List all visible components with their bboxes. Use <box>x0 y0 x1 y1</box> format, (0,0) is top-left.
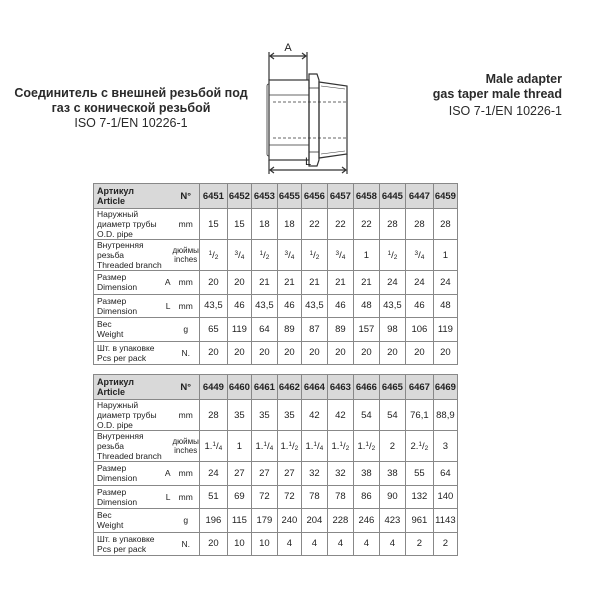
thread-numerator: 1 <box>212 440 217 448</box>
od-cell: 18 <box>251 209 277 240</box>
dimension-a-cell: 21 <box>251 271 277 295</box>
pcs-row <box>94 341 458 365</box>
dimension-a-cell: 24 <box>405 271 433 295</box>
thread-cell <box>301 240 327 271</box>
thread-cell <box>327 240 353 271</box>
title-english <box>362 72 562 119</box>
dimension-a-label <box>94 271 173 295</box>
thread-whole: 1. <box>255 440 264 452</box>
thread-slash: / <box>313 249 316 261</box>
thread-denominator: 4 <box>240 253 245 261</box>
thread-cell <box>353 431 379 462</box>
thread-denominator: 4 <box>420 253 425 261</box>
number-label: N° <box>173 184 200 209</box>
title-ru-standard: ISO 7-1/EN 10226-1 <box>74 116 188 130</box>
thread-numerator: 3 <box>234 249 239 257</box>
article-cell: 6453 <box>251 184 277 209</box>
thread-cell <box>277 431 301 462</box>
thread-slash: / <box>263 249 266 261</box>
dimension-l-cell: 46 <box>227 294 251 318</box>
od-label-ru: Наружный диаметр трубы <box>97 400 157 420</box>
dimension-l-cell: 140 <box>433 485 457 509</box>
weight-cell: 157 <box>353 318 379 342</box>
thread-slash: / <box>212 249 215 261</box>
dimension-a-cell: 38 <box>379 462 405 486</box>
unit-cell: mm <box>173 485 200 509</box>
thread-cell <box>251 431 277 462</box>
weight-cell: 65 <box>199 318 227 342</box>
spec-table-2 <box>93 374 458 556</box>
article-cell: 6457 <box>327 184 353 209</box>
pcs-cell: 10 <box>227 532 251 556</box>
od-cell: 28 <box>433 209 457 240</box>
dimension-l-letter: L <box>165 491 171 502</box>
dimension-a-cell: 38 <box>353 462 379 486</box>
thread-slash: / <box>317 440 320 452</box>
thread-numerator: 1 <box>208 249 213 257</box>
thread-denominator: 2 <box>265 253 270 261</box>
article-cell: 6461 <box>251 375 277 400</box>
dimension-a-cell: 21 <box>353 271 379 295</box>
thread-cell <box>199 240 227 271</box>
od-cell: 42 <box>327 400 353 431</box>
article-cell: 6469 <box>433 375 457 400</box>
dimension-a-cell: 27 <box>277 462 301 486</box>
thread-slash: / <box>343 440 346 452</box>
od-cell: 18 <box>277 209 301 240</box>
od-cell: 22 <box>327 209 353 240</box>
pcs-cell: 20 <box>405 341 433 365</box>
article-cell: 6456 <box>301 184 327 209</box>
dimension-l-cell: 72 <box>277 485 301 509</box>
thread-cell <box>379 431 405 462</box>
od-cell: 88,9 <box>433 400 457 431</box>
article-cell: 6462 <box>277 375 301 400</box>
weight-cell: 1143 <box>433 509 457 533</box>
article-cell: 6458 <box>353 184 379 209</box>
dimension-a-label-en: Dimension <box>97 473 138 484</box>
pcs-label-en: Pcs per pack <box>97 352 147 363</box>
weight-cell: 115 <box>227 509 251 533</box>
weight-cell: 119 <box>227 318 251 342</box>
pcs-cell: 20 <box>251 341 277 365</box>
weight-label-ru: Вес <box>97 319 112 330</box>
article-cell: 6459 <box>433 184 457 209</box>
title-russian <box>0 86 262 131</box>
weight-cell: 179 <box>251 509 277 533</box>
od-cell: 35 <box>227 400 251 431</box>
unit-cell <box>173 240 200 271</box>
od-row <box>94 209 458 240</box>
thread-denominator: 4 <box>341 253 346 261</box>
unit-cell: mm <box>173 294 200 318</box>
od-cell: 28 <box>379 209 405 240</box>
pcs-row <box>94 532 458 556</box>
dimension-l-cell: 86 <box>353 485 379 509</box>
weight-cell: 98 <box>379 318 405 342</box>
dimension-a-cell: 20 <box>199 271 227 295</box>
pcs-label-ru: Шт. в упаковке <box>97 342 155 353</box>
unit-cell: g <box>173 509 200 533</box>
thread-denominator: 2 <box>424 444 429 452</box>
unit-cell: N. <box>173 532 200 556</box>
thread-whole: 1. <box>331 440 340 452</box>
article-cell: 6447 <box>405 184 433 209</box>
thread-whole: 1 <box>363 249 370 261</box>
thread-cell <box>199 431 227 462</box>
thread-numerator: 3 <box>414 249 419 257</box>
title-en-line2: gas taper male thread <box>432 87 562 101</box>
od-cell: 22 <box>301 209 327 240</box>
dimension-l-label <box>94 294 173 318</box>
od-cell: 28 <box>405 209 433 240</box>
dimension-l-cell: 46 <box>277 294 301 318</box>
weight-cell: 228 <box>327 509 353 533</box>
weight-cell: 961 <box>405 509 433 533</box>
pcs-label <box>94 341 173 365</box>
dimension-a-cell: 24 <box>379 271 405 295</box>
thread-numerator: 1 <box>387 249 392 257</box>
thread-numerator: 1 <box>313 440 318 448</box>
thread-label-ru: Внутренняя резьба <box>97 240 144 260</box>
weight-cell: 64 <box>251 318 277 342</box>
weight-cell: 246 <box>353 509 379 533</box>
thread-cell <box>353 240 379 271</box>
unit-cell: N. <box>173 341 200 365</box>
article-cell: 6463 <box>327 375 353 400</box>
od-cell: 15 <box>227 209 251 240</box>
dimension-a-cell: 32 <box>327 462 353 486</box>
pcs-cell: 20 <box>353 341 379 365</box>
dimension-a-cell: 21 <box>327 271 353 295</box>
dimension-a-cell: 21 <box>277 271 301 295</box>
pcs-label-en: Pcs per pack <box>97 543 147 554</box>
weight-cell: 106 <box>405 318 433 342</box>
article-label-ru: Артикул <box>97 377 134 387</box>
thread-whole: 2. <box>410 440 419 452</box>
thread-unit-en: inches <box>174 446 198 455</box>
thread-numerator: 1 <box>339 440 344 448</box>
dimension-a-cell: 20 <box>227 271 251 295</box>
dimension-a-label <box>94 462 173 486</box>
unit-cell <box>173 431 200 462</box>
weight-label-en: Weight <box>97 329 124 340</box>
dimension-l-label-en: Dimension <box>97 496 138 507</box>
thread-denominator: 4 <box>319 444 324 452</box>
thread-numerator: 1 <box>418 440 423 448</box>
thread-unit-ru: дюймы <box>172 246 199 255</box>
pcs-cell: 20 <box>199 341 227 365</box>
thread-denominator: 2 <box>345 444 350 452</box>
thread-whole: 1. <box>357 440 366 452</box>
thread-numerator: 1 <box>365 440 370 448</box>
thread-slash: / <box>369 440 372 452</box>
dimension-l-row <box>94 485 458 509</box>
dimension-a-row <box>94 271 458 295</box>
article-label-en: Article <box>97 387 126 397</box>
dimension-l-cell: 43,5 <box>251 294 277 318</box>
thread-whole: 2 <box>389 440 396 452</box>
pcs-cell: 4 <box>301 532 327 556</box>
od-cell: 54 <box>353 400 379 431</box>
od-label-en: O.D. pipe <box>97 420 133 430</box>
pcs-cell: 10 <box>251 532 277 556</box>
weight-cell: 119 <box>433 318 457 342</box>
article-cell: 6465 <box>379 375 405 400</box>
thread-cell <box>433 431 457 462</box>
article-label <box>94 375 173 400</box>
thread-denominator: 4 <box>290 253 295 261</box>
weight-cell: 87 <box>301 318 327 342</box>
od-cell: 35 <box>277 400 301 431</box>
dimension-a-cell: 24 <box>433 271 457 295</box>
article-cell: 6466 <box>353 375 379 400</box>
article-label-ru: Артикул <box>97 186 134 196</box>
thread-whole: 1. <box>204 440 213 452</box>
thread-cell <box>227 240 251 271</box>
pcs-cell: 20 <box>277 341 301 365</box>
weight-row <box>94 318 458 342</box>
thread-whole: 1. <box>280 440 289 452</box>
dimension-a-label-en: Dimension <box>97 282 138 293</box>
article-cell: 6445 <box>379 184 405 209</box>
article-cell: 6464 <box>301 375 327 400</box>
dimension-l-cell: 46 <box>327 294 353 318</box>
dimension-a-label: A <box>284 42 292 54</box>
od-label <box>94 400 173 431</box>
unit-cell: mm <box>173 209 200 240</box>
dimension-l-cell: 132 <box>405 485 433 509</box>
dimension-l-letter: L <box>165 300 171 311</box>
pcs-cell: 20 <box>379 341 405 365</box>
dimension-l-cell: 69 <box>227 485 251 509</box>
thread-slash: / <box>238 249 241 261</box>
dimension-l-cell: 78 <box>301 485 327 509</box>
thread-numerator: 3 <box>284 249 289 257</box>
weight-cell: 423 <box>379 509 405 533</box>
dimension-l-cell: 90 <box>379 485 405 509</box>
thread-cell <box>277 240 301 271</box>
article-cell: 6455 <box>277 184 301 209</box>
pcs-cell: 20 <box>433 341 457 365</box>
thread-label-en: Threaded branch <box>97 260 162 270</box>
dimension-l-cell: 48 <box>433 294 457 318</box>
unit-cell: mm <box>173 271 200 295</box>
unit-cell: mm <box>173 400 200 431</box>
thread-slash: / <box>422 440 425 452</box>
od-label <box>94 209 173 240</box>
od-row <box>94 400 458 431</box>
dimension-l-cell: 43,5 <box>301 294 327 318</box>
article-cell: 6467 <box>405 375 433 400</box>
thread-cell <box>433 240 457 271</box>
dimension-l-cell: 51 <box>199 485 227 509</box>
dimension-a-cell: 27 <box>227 462 251 486</box>
thread-label <box>94 431 173 462</box>
table-header-row <box>94 375 458 400</box>
thread-slash: / <box>418 249 421 261</box>
thread-cell <box>405 431 433 462</box>
thread-slash: / <box>216 440 219 452</box>
thread-cell <box>251 240 277 271</box>
title-en-standard: ISO 7-1/EN 10226-1 <box>448 104 562 118</box>
od-cell: 22 <box>353 209 379 240</box>
pcs-label <box>94 532 173 556</box>
thread-unit-ru: дюймы <box>172 437 199 446</box>
od-label-ru: Наружный диаметр трубы <box>97 209 157 229</box>
pcs-cell: 20 <box>199 532 227 556</box>
dimension-a-cell: 21 <box>301 271 327 295</box>
dimension-a-cell: 24 <box>199 462 227 486</box>
weight-cell: 196 <box>199 509 227 533</box>
article-cell: 6449 <box>199 375 227 400</box>
dimension-l-cell: 78 <box>327 485 353 509</box>
thread-denominator: 2 <box>393 253 398 261</box>
dimension-a-letter: A <box>164 277 171 288</box>
dimension-l-cell: 43,5 <box>379 294 405 318</box>
thread-numerator: 1 <box>259 249 264 257</box>
pcs-cell: 4 <box>353 532 379 556</box>
dimension-a-cell: 55 <box>405 462 433 486</box>
dimension-a-letter: A <box>164 468 171 479</box>
od-cell: 28 <box>199 400 227 431</box>
pcs-cell: 4 <box>327 532 353 556</box>
weight-cell: 89 <box>327 318 353 342</box>
thread-label-en: Threaded branch <box>97 451 162 461</box>
male-adapter-drawing <box>255 40 355 175</box>
weight-cell: 204 <box>301 509 327 533</box>
weight-row <box>94 509 458 533</box>
thread-slash: / <box>391 249 394 261</box>
thread-label-ru: Внутренняя резьба <box>97 431 144 451</box>
unit-cell: g <box>173 318 200 342</box>
article-cell: 6451 <box>199 184 227 209</box>
dimension-l-label-ru: Размер <box>97 295 127 306</box>
weight-label <box>94 318 173 342</box>
dimension-l-label <box>94 485 173 509</box>
od-label-en: O.D. pipe <box>97 229 133 239</box>
thread-numerator: 1 <box>288 440 293 448</box>
pcs-cell: 20 <box>327 341 353 365</box>
thread-whole: 1 <box>442 249 449 261</box>
od-cell: 35 <box>251 400 277 431</box>
thread-cell <box>301 431 327 462</box>
od-cell: 76,1 <box>405 400 433 431</box>
pcs-cell: 4 <box>379 532 405 556</box>
thread-slash: / <box>267 440 270 452</box>
od-cell: 42 <box>301 400 327 431</box>
thread-denominator: 4 <box>218 444 223 452</box>
article-label <box>94 184 173 209</box>
thread-denominator: 2 <box>315 253 320 261</box>
dimension-l-cell: 48 <box>353 294 379 318</box>
pcs-cell: 20 <box>227 341 251 365</box>
weight-label-ru: Вес <box>97 510 112 521</box>
thread-cell <box>405 240 433 271</box>
thread-denominator: 2 <box>371 444 376 452</box>
article-label-en: Article <box>97 196 126 206</box>
thread-denominator: 2 <box>214 253 219 261</box>
thread-denominator: 4 <box>269 444 274 452</box>
dimension-l-label: L <box>304 156 312 168</box>
weight-label <box>94 509 173 533</box>
dimension-a-cell: 64 <box>433 462 457 486</box>
thread-whole: 3 <box>442 440 449 452</box>
dimension-a-label-ru: Размер <box>97 463 127 474</box>
dimension-l-row <box>94 294 458 318</box>
thread-whole: 1. <box>305 440 314 452</box>
od-cell: 15 <box>199 209 227 240</box>
article-cell: 6460 <box>227 375 251 400</box>
title-en-line1: Male adapter <box>485 72 562 86</box>
unit-cell: mm <box>173 462 200 486</box>
pcs-label-ru: Шт. в упаковке <box>97 533 155 544</box>
thread-slash: / <box>288 249 291 261</box>
dimension-a-cell: 27 <box>251 462 277 486</box>
dimension-l-label-en: Dimension <box>97 305 138 316</box>
pcs-cell: 20 <box>301 341 327 365</box>
thread-row <box>94 240 458 271</box>
weight-cell: 240 <box>277 509 301 533</box>
dimension-a-row <box>94 462 458 486</box>
title-ru-line2: газ с конической резьбой <box>51 101 211 115</box>
thread-unit-en: inches <box>174 255 198 264</box>
thread-slash: / <box>339 249 342 261</box>
thread-label <box>94 240 173 271</box>
table-header-row <box>94 184 458 209</box>
thread-cell <box>379 240 405 271</box>
pcs-cell: 4 <box>277 532 301 556</box>
od-cell: 54 <box>379 400 405 431</box>
dimension-l-label-ru: Размер <box>97 486 127 497</box>
thread-cell <box>327 431 353 462</box>
thread-numerator: 3 <box>335 249 340 257</box>
thread-numerator: 1 <box>263 440 268 448</box>
thread-denominator: 2 <box>294 444 299 452</box>
thread-row <box>94 431 458 462</box>
title-ru-line1: Соединитель с внешней резьбой под <box>14 86 248 100</box>
spec-table-1 <box>93 183 458 365</box>
number-label: N° <box>173 375 200 400</box>
thread-numerator: 1 <box>309 249 314 257</box>
weight-cell: 89 <box>277 318 301 342</box>
dimension-l-cell: 72 <box>251 485 277 509</box>
thread-cell <box>227 431 251 462</box>
pcs-cell: 2 <box>433 532 457 556</box>
dimension-l-cell: 46 <box>405 294 433 318</box>
dimension-a-label-ru: Размер <box>97 272 127 283</box>
dimension-a-cell: 32 <box>301 462 327 486</box>
thread-slash: / <box>292 440 295 452</box>
article-cell: 6452 <box>227 184 251 209</box>
pcs-cell: 2 <box>405 532 433 556</box>
thread-whole: 1 <box>236 440 243 452</box>
weight-label-en: Weight <box>97 520 124 531</box>
dimension-l-cell: 43,5 <box>199 294 227 318</box>
